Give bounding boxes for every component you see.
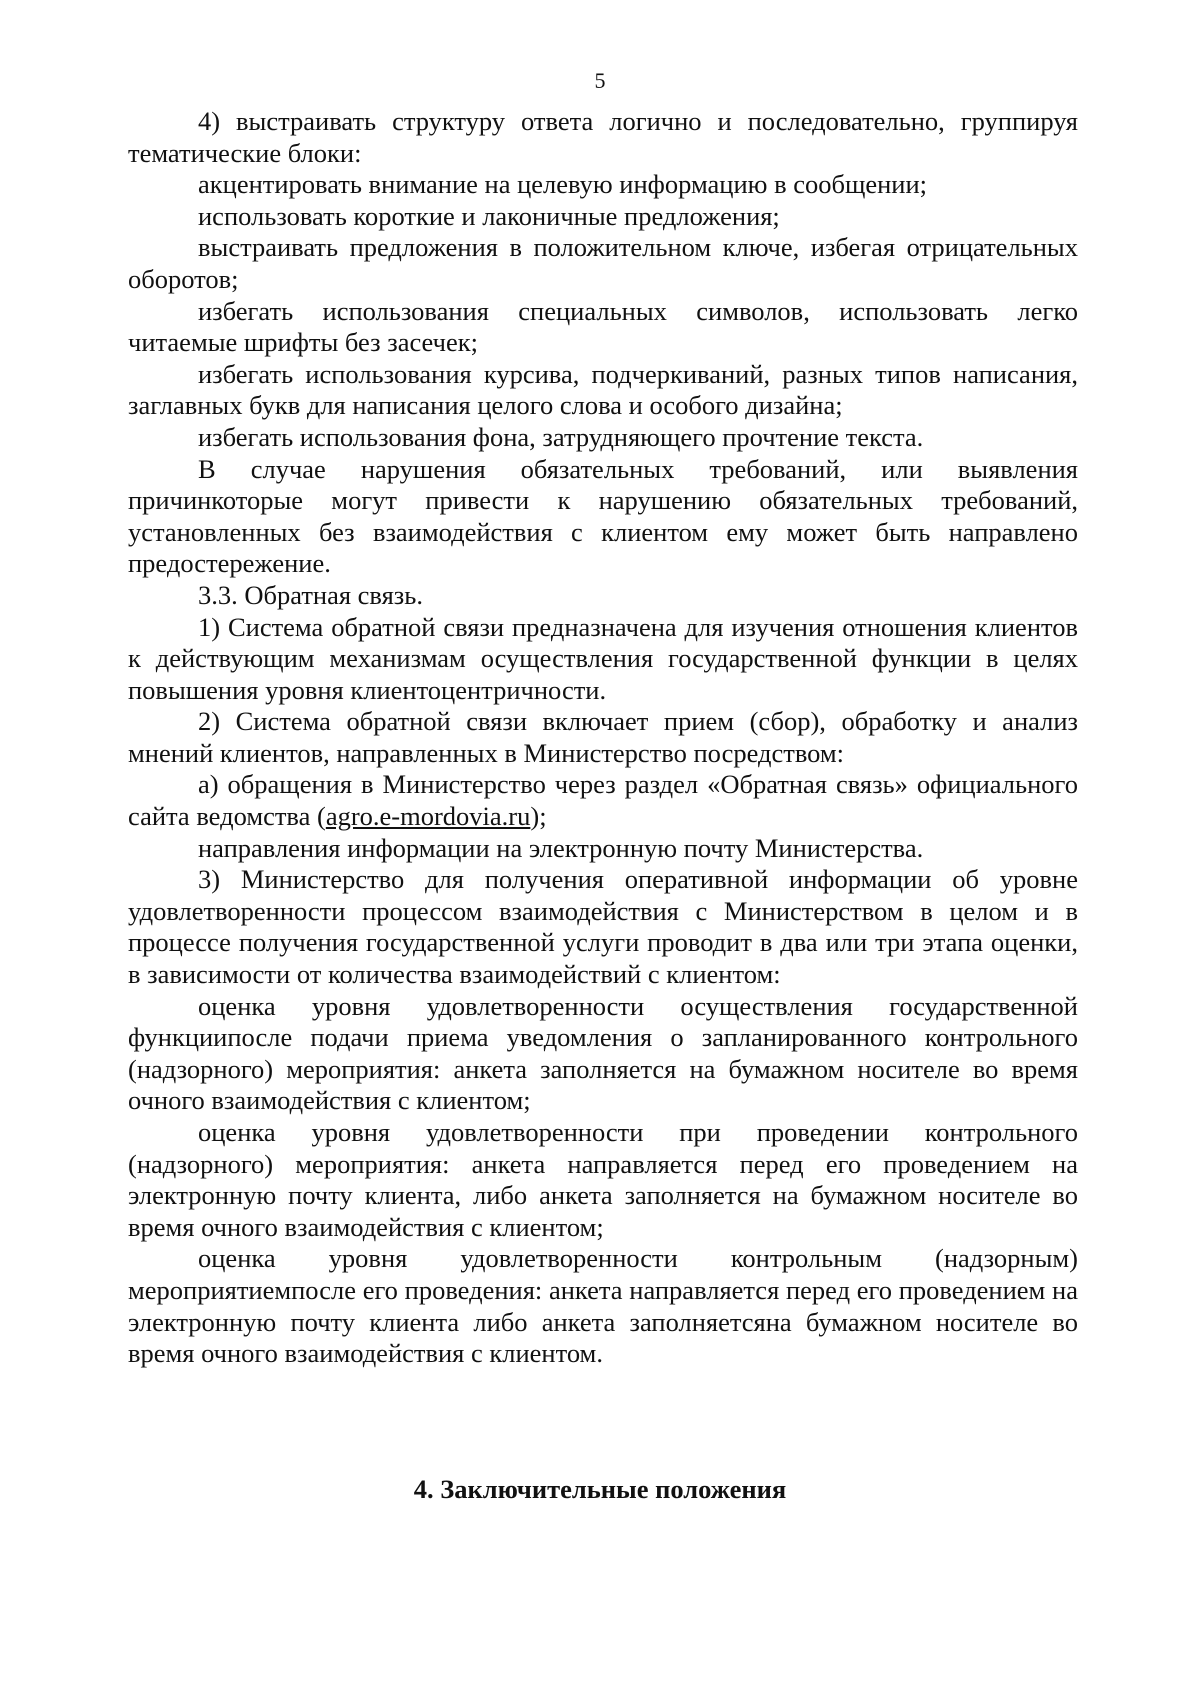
paragraph-focus-info: акцентировать внимание на целевую информацию в сообщении; <box>198 169 928 200</box>
website-appeal-text: а) обращения в Министерство через раздел «Обратная связь» официального сайта ведомства ( <box>128 769 1078 832</box>
page-number: 5 <box>594 68 606 93</box>
paragraph-no-italics: избегать использования курсива, подчеркиваний, разных типов написания, заглавных букв для написания целого слова и особого дизайна; <box>128 358 1078 421</box>
paragraph-evaluation-after: оценка уровня удовлетворенности контрольным (надзорным) мероприятиемпосле его проведения: анкета направляется перед его проведением на электронную почту клиента либо анкета заполняетсяна бумажном носителе во время очного взаимодействия с клиентом. <box>128 1243 1078 1369</box>
paragraph-short-sentences: использовать короткие и лаконичные предложения; <box>198 200 780 231</box>
paragraph-feedback-purpose: 1) Система обратной связи предназначена для изучения отношения клиентов к действующим механизмам осуществления государственной функции в целях повышения уровня клиентоцентричности. <box>128 611 1078 705</box>
paragraph-item-4: 4) выстраивать структуру ответа логично и последовательно, группируя тематические блоки: <box>128 106 1078 168</box>
paragraph-evaluation-before: оценка уровня удовлетворенности осуществления государственной функциипосле подачи приема уведомления о запланированного контрольного (надзорного) мероприятия: анкета заполняется на бумажном носителе во время очного взаимодействия с клиентом; <box>128 990 1078 1116</box>
paragraph-email-info: направления информации на электронную почту Министерства. <box>198 832 924 863</box>
paragraph-website-appeal <box>128 769 1078 832</box>
section-heading: 4. Заключительные положения <box>413 1474 787 1504</box>
paragraph-positive-tone: выстраивать предложения в положительном ключе, избегая отрицательных оборотов; <box>128 232 1078 294</box>
website-link[interactable]: agro.e-mordovia.ru <box>325 801 531 832</box>
paragraph-no-background: избегать использования фона, затрудняющего прочтение текста. <box>198 421 924 452</box>
subsection-title-feedback: 3.3. Обратная связь. <box>198 579 423 610</box>
body-text <box>128 106 1078 1370</box>
website-appeal-end: ); <box>530 801 547 832</box>
paragraph-evaluation-during: оценка уровня удовлетворенности при проведении контрольного (надзорного) мероприятия: анкета направляется перед его проведением на электронную почту клиента, либо анкета заполняется на бумажном носителе во время очного взаимодействия с клиентом; <box>128 1117 1078 1242</box>
paragraph-no-special-symbols: избегать использования специальных символов, использовать легко читаемые шрифты без засечек; <box>128 295 1078 358</box>
paragraph-evaluation-stages: 3) Министерство для получения оперативной информации об уровне удовлетворенности процессом взаимодействия с Министерством в целом и в процессе получения государственной услуги проводит в два или три этапа оценки, в зависимости от количества взаимодействий с клиентом: <box>128 864 1078 990</box>
paragraph-feedback-includes: 2) Система обратной связи включает прием (сбор), обработку и анализ мнений клиентов, направленных в Министерство посредством: <box>128 706 1078 768</box>
paragraph-warning: В случае нарушения обязательных требований, или выявления причинкоторые могут привести к нарушению обязательных требований, установленных без взаимодействия с клиентом ему может быть направлено предостережение. <box>128 453 1078 579</box>
